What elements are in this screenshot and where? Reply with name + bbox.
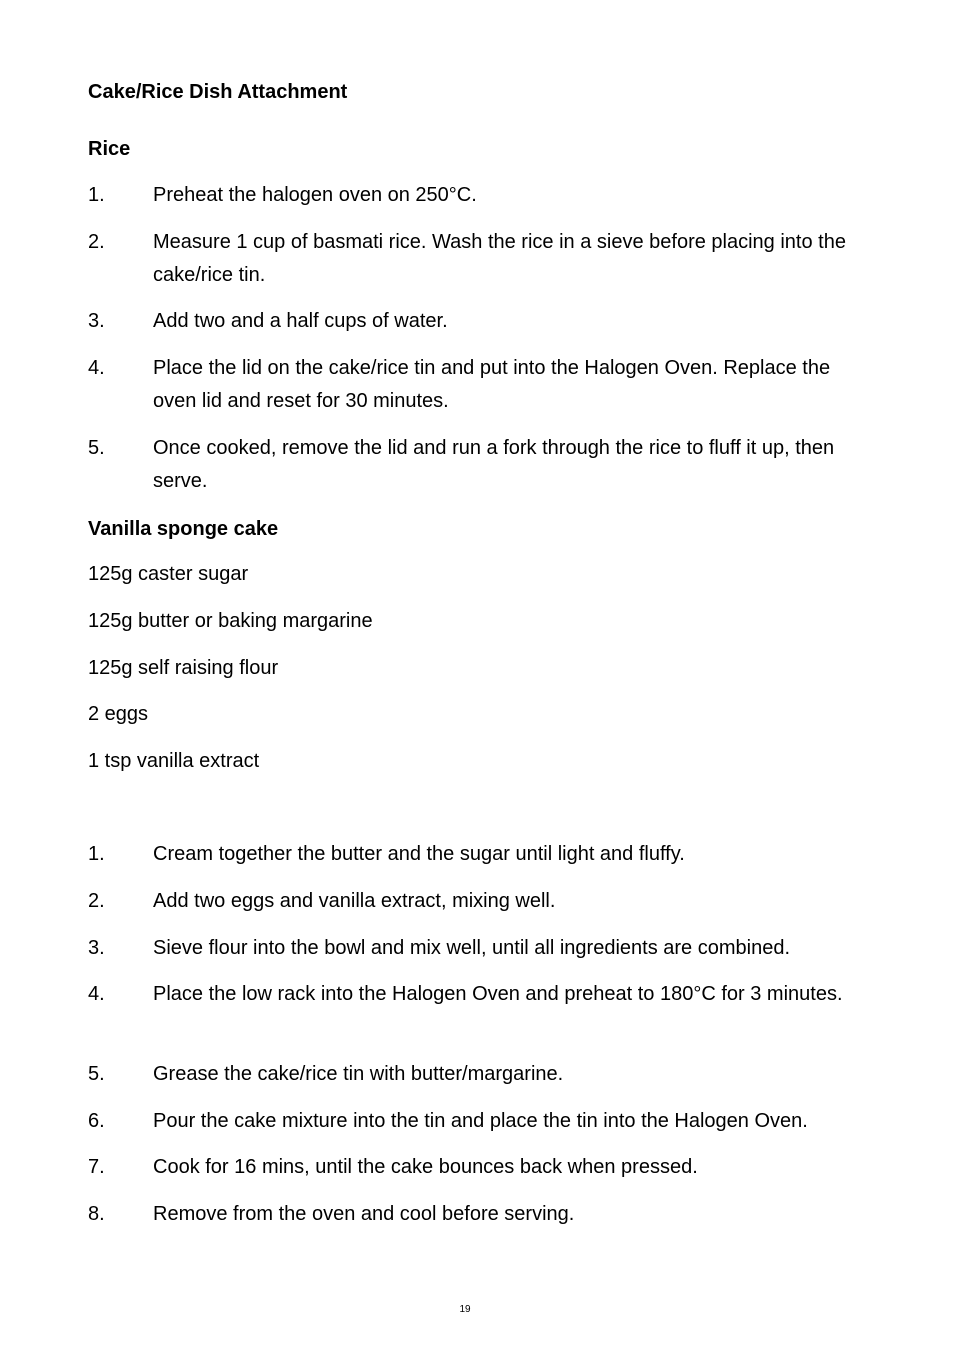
step-text: Once cooked, remove the lid and run a fork through the rice to fluff it up, then serve. [153, 437, 835, 492]
step-number: 5. [88, 437, 105, 459]
step-number: 3. [88, 310, 105, 332]
step-text: Cream together the butter and the sugar until light and fluffy. [153, 843, 685, 865]
step-number: 1. [88, 843, 105, 865]
step-number: 3. [88, 937, 105, 959]
step-number: 6. [88, 1110, 105, 1132]
step-number: 7. [88, 1156, 105, 1178]
ingredient-item: 1 tsp vanilla extract [88, 750, 260, 772]
rice-heading: Rice [88, 138, 131, 160]
cake-heading: Vanilla sponge cake [88, 518, 279, 540]
ingredient-item: 125g self raising flour [88, 657, 279, 679]
step-text: Grease the cake/rice tin with butter/margarine. [153, 1063, 564, 1085]
step-text: Pour the cake mixture into the tin and place the tin into the Halogen Oven. [153, 1110, 808, 1132]
step-text: Sieve flour into the bowl and mix well, until all ingredients are combined. [153, 937, 791, 959]
step-text: Add two eggs and vanilla extract, mixing well. [153, 890, 556, 912]
step-number: 8. [88, 1203, 105, 1225]
page-number: 19 [459, 1304, 471, 1315]
ingredient-item: 2 eggs [88, 703, 149, 725]
step-number: 4. [88, 357, 105, 379]
step-text: Cook for 16 mins, until the cake bounces back when pressed. [153, 1156, 698, 1178]
step-text: Place the low rack into the Halogen Oven and preheat to 180°C for 3 minutes. [153, 983, 843, 1005]
ingredient-item: 125g caster sugar [88, 563, 249, 585]
step-text: Add two and a half cups of water. [153, 310, 448, 332]
document-title: Cake/Rice Dish Attachment [88, 81, 348, 103]
step-number: 1. [88, 184, 105, 206]
ingredient-item: 125g butter or baking margarine [88, 610, 373, 632]
step-number: 4. [88, 983, 105, 1005]
step-text: Preheat the halogen oven on 250°C. [153, 184, 477, 206]
step-number: 5. [88, 1063, 105, 1085]
step-text: Measure 1 cup of basmati rice. Wash the rice in a sieve before placing into the cake/rice tin. [153, 231, 846, 286]
step-text: Place the lid on the cake/rice tin and put into the Halogen Oven. Replace the oven lid and reset for 30 minutes. [153, 357, 831, 412]
step-number: 2. [88, 231, 105, 253]
step-number: 2. [88, 890, 105, 912]
step-text: Remove from the oven and cool before serving. [153, 1203, 575, 1225]
